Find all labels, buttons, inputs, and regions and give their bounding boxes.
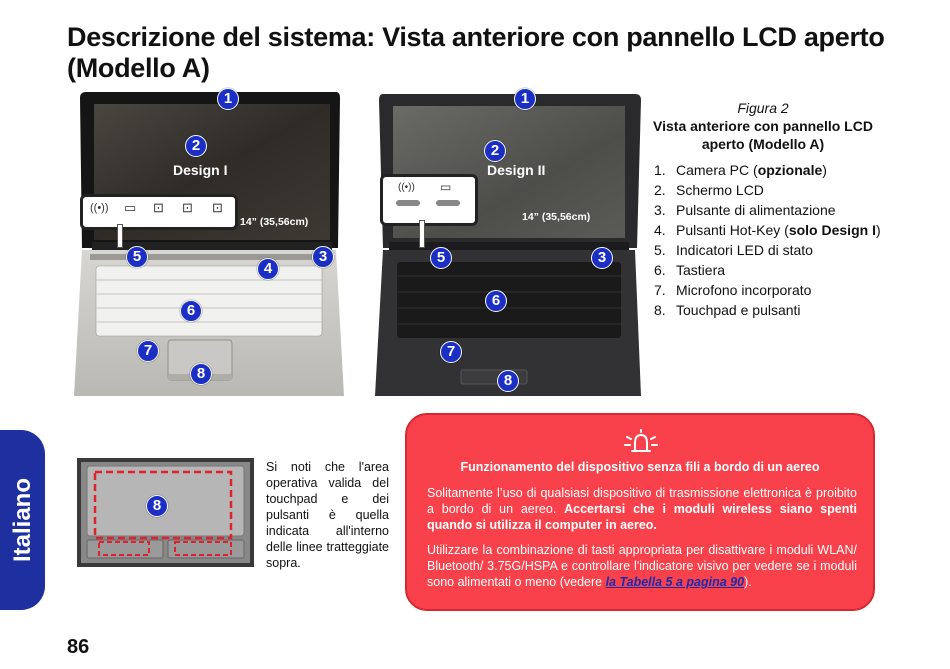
callout-badge-camera: 1 xyxy=(217,88,239,110)
wifi-led-icon: ((•)) xyxy=(90,202,109,214)
legend-item: 2. Schermo LCD xyxy=(654,182,764,198)
wifi-led-icon-2: ((•)) xyxy=(398,182,415,193)
callout-badge-power-2: 3 xyxy=(591,247,613,269)
hdd-led-icon-2: ▭ xyxy=(440,180,452,194)
touchpad-note: Si noti che l'area operativa valida del touchpad e dei pulsanti è quella indicata all'interno delle linee tratteggiate sopra. xyxy=(266,460,389,570)
figure-number: Figura 2 xyxy=(737,100,789,116)
figure-title: Vista anteriore con pannello LCD aperto (Modello A) xyxy=(653,118,873,152)
callout-badge-touchpad-detail: 8 xyxy=(146,495,168,517)
legend-item: 3. Pulsante di alimentazione xyxy=(654,202,836,218)
component-legend xyxy=(654,160,894,320)
callout-badge-touchpad: 8 xyxy=(190,363,212,385)
callout-badge-mic: 7 xyxy=(137,340,159,362)
callout-badge-led: 5 xyxy=(126,246,148,268)
wireless-warning-box xyxy=(405,413,875,611)
callout-badge-hotkey: 4 xyxy=(257,258,279,280)
callout-badge-keyboard: 6 xyxy=(180,300,202,322)
callout-badge-lcd-2: 2 xyxy=(484,140,506,162)
callout-badge-led-2: 5 xyxy=(430,247,452,269)
legend-item: 6. Tastiera xyxy=(654,262,726,278)
callout-badge-touchpad-2: 8 xyxy=(497,370,519,392)
caps-lock-led-icon: ⊡ xyxy=(182,200,193,215)
warning-paragraph-1: Solitamente l’uso di qualsiasi dispositivo di trasmissione elettronica è proibito a bordo di un aereo. Accertarsi che i moduli wireless siano spenti quando si utilizza il computer in aereo. xyxy=(427,486,857,532)
legend-item: 7. Microfono incorporato xyxy=(654,282,812,298)
led-pill-2 xyxy=(436,200,460,206)
led-indicator-callout-2 xyxy=(380,174,478,226)
screen-size-label-1: 14” (35,56cm) xyxy=(240,216,309,228)
hdd-led-icon: ▭ xyxy=(124,200,137,215)
callout-badge-power: 3 xyxy=(312,246,334,268)
design-1-label: Design I xyxy=(173,162,228,178)
page-title: Descrizione del sistema: Vista anteriore con pannello LCD aperto (Modello A) xyxy=(67,22,885,83)
screen-size-label-2: 14” (35,56cm) xyxy=(522,211,591,223)
warning-paragraph-2: Utilizzare la combinazione di tasti appropriata per disattivare i moduli WLAN/ Bluetooth/ 3.75G/HSPA e controllare l'indicatore visivo per vedere se i moduli sono alimentati o meno (vedere la Tabella 5 a pagina 90). xyxy=(427,543,857,589)
legend-item: 5. Indicatori LED di stato xyxy=(654,242,813,258)
figure-caption xyxy=(652,99,874,153)
table-5-link[interactable]: la Tabella 5 a pagina 90 xyxy=(605,575,745,589)
laptop-design-1-image xyxy=(74,90,344,398)
num-lock-led-icon: ⊡ xyxy=(153,200,164,215)
battery-led-icon: ⊡ xyxy=(212,200,223,215)
callout-badge-mic-2: 7 xyxy=(440,341,462,363)
legend-item: 1. Camera PC (opzionale) xyxy=(654,162,827,178)
led-pill-1 xyxy=(396,200,420,206)
arrow-down-icon xyxy=(117,224,123,248)
language-side-tab: Italiano xyxy=(0,430,45,610)
wireless-off-icon xyxy=(624,429,658,455)
callout-badge-lcd: 2 xyxy=(185,135,207,157)
arrow-down-icon-2 xyxy=(419,220,425,248)
warning-title: Funzionamento del dispositivo senza fili a bordo di un aereo xyxy=(460,460,820,474)
legend-item: 8. Touchpad e pulsanti xyxy=(654,302,801,318)
laptop-design-2-image xyxy=(373,92,643,398)
page-number: 86 xyxy=(67,636,90,658)
callout-badge-camera-2: 1 xyxy=(514,88,536,110)
callout-badge-keyboard-2: 6 xyxy=(485,290,507,312)
legend-item: 4. Pulsanti Hot-Key (solo Design I) xyxy=(654,222,881,238)
design-2-label: Design II xyxy=(487,162,546,178)
